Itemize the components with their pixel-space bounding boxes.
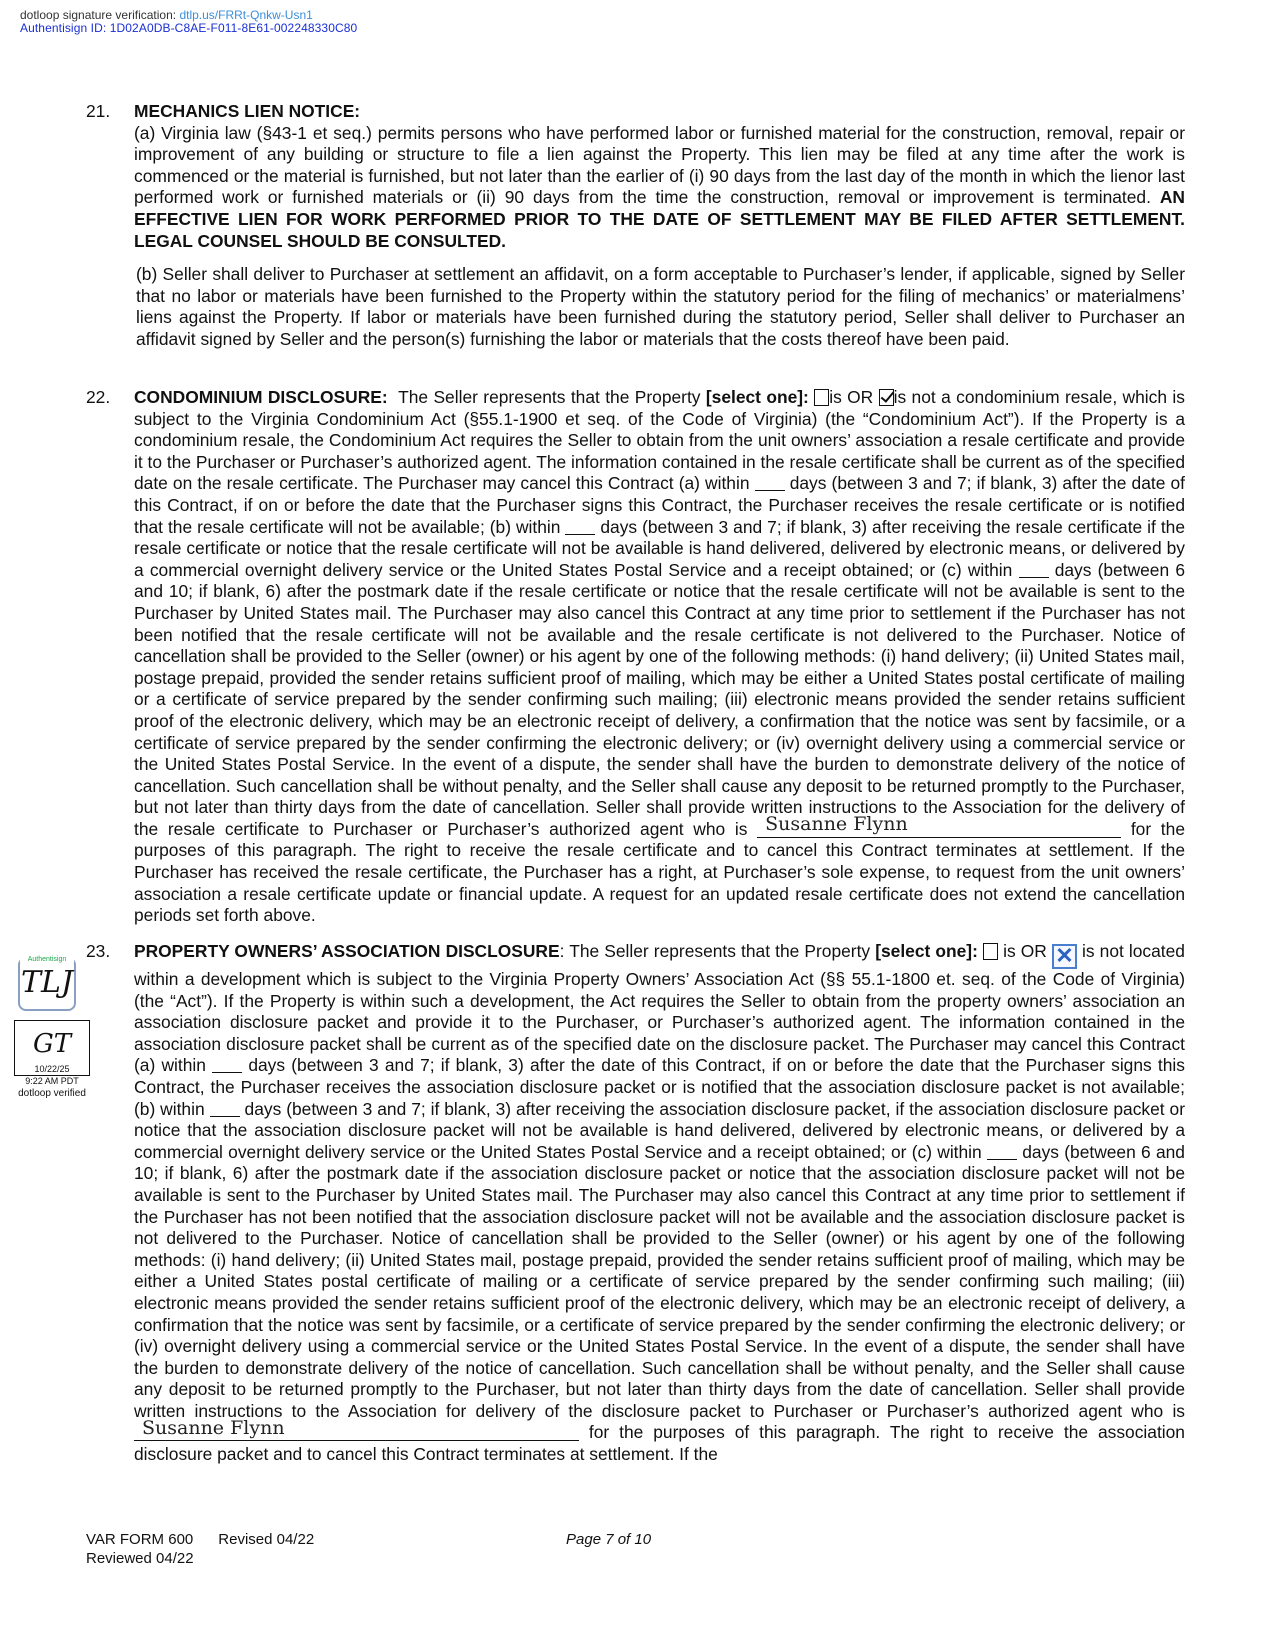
dotloop-verified-label: dotloop verified [18,1088,86,1099]
verification-link[interactable]: dtlp.us/FRRt-Qnkw-Usn1 [179,8,313,22]
is-not-poa-checkbox[interactable]: ✕ [1052,944,1077,969]
initials-gt: GT [32,1029,72,1059]
is-not-condo-checkbox[interactable] [879,389,894,406]
initials-box-authentisign[interactable] [18,957,76,1011]
section-title: PROPERTY OWNERS’ ASSOCIATION DISCLOSURE [134,941,560,961]
paragraph-b: (b) Seller shall deliver to Purchaser at settlement an affidavit, on a form acceptable to Purchaser’s lender, if applicable, signed by Seller that no labor or materials have been furnished to the Property within the statutory period for the filing of mechanics’ or materialmens’ liens against the Property. If labor or materials have been furnished during the statutory period, Seller shall deliver to Purchaser an affidavit signed by Seller and the person(s) furnishing the labor or materials that the costs thereof have been paid. [136,264,1185,349]
section-title: MECHANICS LIEN NOTICE: [134,101,361,121]
days-blank-a[interactable] [212,1058,242,1073]
days-blank-c[interactable] [1019,563,1049,578]
paragraph-a: (a) Virginia law (§43-1 et seq.) permits persons who have performed labor or furnished material for the construction, removal, repair or improvement of any building or structure to file a lien against the Property. This lien may be filed at any time after the work is commenced or the material is furnished, but not later than the earlier of (i) 90 days from the last day of the month in which the lienor last performed work or furnished materials or (ii) 90 days from the time the construction, removal or improvement is terminated. AN EFFECTIVE LIEN FOR WORK PERFORMED PRIOR TO THE DATE OF SETTLEMENT MAY BE FILED AFTER SETTLEMENT. LEGAL COUNSEL SHOULD BE CONSULTED. [134,122,1185,251]
section-number: 21. [86,101,111,121]
days-blank-b[interactable] [565,520,595,535]
authorized-agent-field[interactable]: Susanne Flynn [134,1422,579,1441]
section-number: 22. [86,387,111,407]
days-blank-c[interactable] [987,1145,1017,1160]
days-blank-a[interactable] [755,476,785,491]
footer-form: VAR FORM 600 Revised 04/22 Reviewed 04/22 [86,1531,315,1567]
is-poa-checkbox[interactable] [983,943,998,960]
dotloop-verification: dotloop signature verification: dtlp.us/FRRt-Qnkw-Usn1 [20,8,313,22]
section-21-body [134,101,1185,252]
initials-date: 10/22/25 [34,1064,70,1074]
initials-time: 9:22 AM PDT [25,1076,79,1086]
authorized-agent-field[interactable]: Susanne Flynn [757,819,1121,838]
section-23-body: PROPERTY OWNERS’ ASSOCIATION DISCLOSURE: The Seller represents that the Property [select one]: is OR ✕ is not located within a development which is subject to the Virginia Property Owners’ Association Act (§§ 55.1-1800 et. seq. of the Code of Virginia) (the “Act”). If the Property is within such a development, the Act requires the Seller to obtain from the property owners’ association an association disclosure packet and provide it to the Purchaser, or Purchaser’s authorized agent. The information contained in the association disclosure packet shall be current as of the specified date on the disclosure packet. The Purchaser may cancel this Contract (a) within days (between 3 and 7; if blank, 3) after the date of this Contract, if on or before the date that the Purchaser signs this Contract, the Purchaser receives the association disclosure packet or is notified that the association disclosure packet is not available; (b) within days (between 3 and 7; if blank, 3) after receiving the association disclosure packet, if the association disclosure packet or notice that the association disclosure packet will not be available is hand delivered, delivered by electronic means, or delivered by a commercial overnight delivery service or the United States Postal Service and a receipt obtained; or (c) within days (between 6 and 10; if blank, 6) after the postmark date if the association disclosure packet or notice that the association disclosure packet will not be available is sent to the Purchaser by United States mail. The Purchaser may also cancel this Contract at any time prior to settlement if the Purchaser has not been notified that the association disclosure packet will not be available and the association disclosure packet is not delivered to the Purchaser. Notice of cancellation shall be provided to the Seller (owner) or his agent by one of the following methods: (i) hand delivery; (ii) United States mail, postage prepaid, provided the sender retains sufficient proof of mailing, which may be either a United States postal certificate of mailing or a certificate of service prepared by the sender confirming such mailing; (iii) electronic means provided the sender retains sufficient proof of the electronic delivery, which may be an electronic receipt of delivery, a confirmation that the notice was sent by facsimile, or a certificate of service prepared by the sender confirming the electronic delivery; or (iv) overnight delivery using a commercial service or the United States Postal Service. In the event of a dispute, the sender shall have the burden to demonstrate delivery of the notice of cancellation. Such cancellation shall be without penalty, and the Seller shall cause any deposit to be returned promptly to the Purchaser, but not later than thirty days from the date of cancellation. Seller shall provide written instructions to the Association for delivery of the disclosure packet to Purchaser or Purchaser’s authorized agent who is Susanne Flynn for the purposes of this paragraph. The right to receive the association disclosure packet and to cancel this Contract terminates at settlement. If the [134,941,1185,1465]
initials-tlj: TLJ [21,965,73,1000]
section-title: CONDOMINIUM DISCLOSURE: [134,387,388,407]
authentisign-id: Authentisign ID: 1D02A0DB-C8AE-F011-8E61-002248330C80 [20,21,358,35]
page-number: Page 7 of 10 [566,1531,652,1548]
is-condo-checkbox[interactable] [814,389,829,406]
authentisign-logo: Authentisign [20,956,74,963]
days-blank-b[interactable] [210,1102,240,1117]
initials-box-dotloop[interactable] [14,1020,90,1076]
section-number: 23. [86,941,111,961]
section-22-body: CONDOMINIUM DISCLOSURE: The Seller represents that the Property [select one]: is OR is not a condominium resale, which is subject to the Virginia Condominium Act (§55.1-1900 et seq. of the Code of Virginia) (the “Condominium Act”). If the Property is a condominium resale, the Condominium Act requires the Seller to obtain from the unit owners’ association a resale certificate and provide it to the Purchaser or Purchaser’s authorized agent. The information contained in the resale certificate shall be current as of the specified date on the resale certificate. The Purchaser may cancel this Contract (a) within days (between 3 and 7; if blank, 3) after the date of this Contract, if on or before the date that the Purchaser signs this Contract, the Purchaser receives the resale certificate or is notified that the resale certificate will not be available; (b) within days (between 3 and 7; if blank, 3) after receiving the resale certificate if the resale certificate or notice that the resale certificate will not be available is hand delivered, delivered by electronic means, or delivered by a commercial overnight delivery service or the United States Postal Service and a receipt obtained; or (c) within days (between 6 and 10; if blank, 6) after the postmark date if the resale certificate or notice that the resale certificate will not be available is sent to the Purchaser by United States mail. The Purchaser may also cancel this Contract at any time prior to settlement if the Purchaser has not been notified that the resale certificate will not be available and the resale certificate is not delivered to the Purchaser. Notice of cancellation shall be provided to the Seller (owner) or his agent by one of the following methods: (i) hand delivery; (ii) United States mail, postage prepaid, provided the sender retains sufficient proof of mailing, which may be either a United States postal certificate of mailing or a certificate of service prepared by the sender confirming such mailing; (iii) electronic means provided the sender retains sufficient proof of the electronic delivery, which may be an electronic receipt of delivery, a confirmation that the notice was sent by facsimile, or a certificate of service prepared by the sender confirming the electronic delivery; or (iv) overnight delivery using a commercial service or the United States Postal Service. In the event of a dispute, the sender shall have the burden to demonstrate delivery of the notice of cancellation. Such cancellation shall be without penalty, and the Seller shall cause any deposit to be returned promptly to the Purchaser, but not later than thirty days from the date of cancellation. Seller shall provide written instructions to the Association for the delivery of the resale certificate to Purchaser or Purchaser’s authorized agent who is Susanne Flynn for the purposes of this paragraph. The right to receive the resale certificate and to cancel this Contract terminates at settlement. If the Purchaser has received the resale certificate, the Purchaser has a right, at Purchaser’s sole expense, to request from the unit owners’ association a resale certificate update or financial update. A request for an updated resale certificate does not extend the cancellation periods set forth above. [134,387,1185,926]
